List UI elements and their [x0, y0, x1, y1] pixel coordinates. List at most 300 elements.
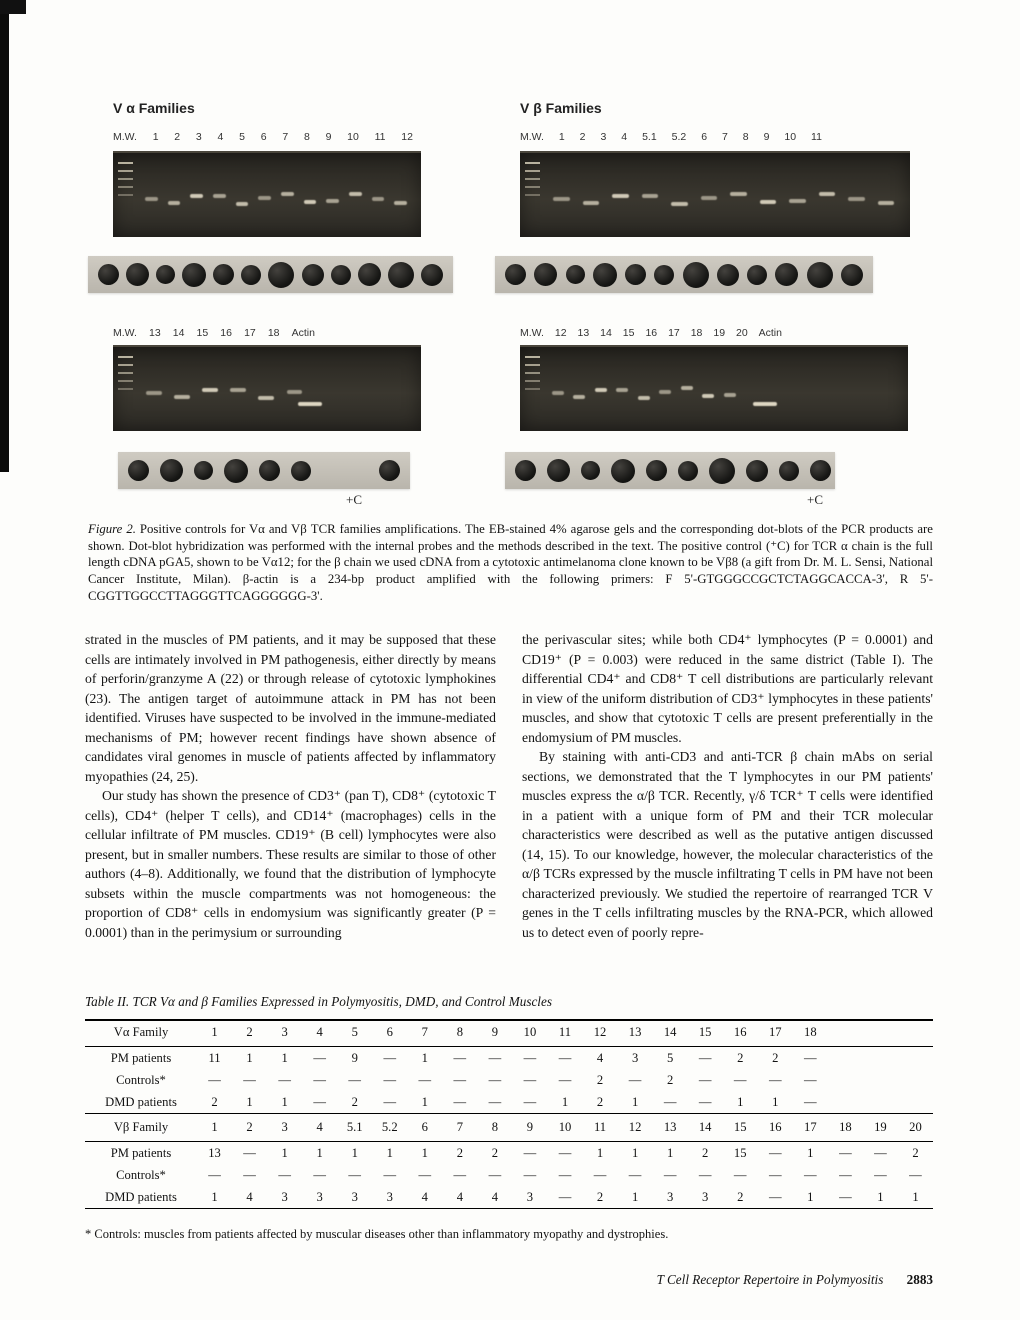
dot-blot	[224, 459, 248, 483]
actin-band	[298, 402, 322, 406]
row-label: Controls*	[116, 1168, 166, 1182]
table-row	[85, 1142, 933, 1165]
lane-label: 3	[600, 131, 607, 143]
row-label: PM patients	[110, 1146, 172, 1160]
running-title: T Cell Receptor Repertoire in Polymyositis	[656, 1272, 884, 1287]
paragraph: Our study has shown the presence of CD3⁺ (pan T), CD8⁺ (cytotoxic T cells), CD4⁺ (helper T cells), and CD14⁺ (macrophages) cells in the cellular infiltrate of PM muscles. CD19⁺ (B cell) lymphocytes were also present, but in smaller numbers. These results are similar to those of other authors (4–8). Additionally, we found that the distribution of lymphocyte subsets within the muscle compartments was not homogeneous: the proportion of CD8⁺ cells in endomysium was significantly greater (P = 0.0001) than in the perimysium or surrounding	[85, 788, 496, 940]
positive-control-label-valpha: +C	[346, 492, 363, 507]
row-label: DMD patients	[105, 1095, 177, 1109]
lane-label: 8	[742, 131, 749, 143]
dot-blot	[241, 265, 261, 285]
paragraph: strated in the muscles of PM patients, and it may be supposed that these cells are intimately involved in PM pathogenesis, either directly by means of perforin/granzyme A (22) or through release of cytotoxic lymphokines (23). The antigen target of autoimmune attack in PM has not been identified. Viruses have suspected to be involved in the immune-mediated mechanisms of PM; however recent findings have shown absence of candidates viral genomes in muscle of patients affected by inflammatory myopathies (24, 25).	[85, 632, 496, 784]
lane-label: 17	[244, 327, 256, 339]
lane-label: 10	[784, 131, 797, 143]
column-header: 9	[512, 1114, 547, 1142]
dot-blot	[160, 459, 183, 482]
dot-blot	[156, 265, 175, 284]
table-cell: 2	[702, 1146, 709, 1160]
table-cell: —	[523, 1168, 537, 1182]
column-header: 6	[372, 1020, 407, 1047]
table-cell: —	[488, 1051, 502, 1065]
gel-band	[730, 192, 746, 196]
lane-label: 7	[721, 131, 728, 143]
lane-label: M.W.	[113, 131, 137, 143]
table-cell: 1	[281, 1146, 288, 1160]
table-cell: —	[278, 1073, 291, 1087]
table-cell: 1	[631, 1146, 639, 1160]
table-cell: 3	[351, 1190, 358, 1204]
lane-label: 2	[579, 131, 586, 143]
table-cell: 3	[631, 1051, 639, 1065]
lane-label: 5.2	[671, 131, 687, 143]
body-text	[85, 630, 933, 942]
scan-artifact-corner	[0, 0, 26, 14]
table-row	[85, 1164, 933, 1186]
table-row	[85, 1186, 933, 1209]
mw-ladder-band	[525, 380, 540, 382]
agarose-gel-valpha-row1	[113, 151, 421, 237]
dot-blot	[747, 265, 767, 285]
dot-blot	[259, 460, 280, 481]
table-cell: 1	[351, 1146, 358, 1160]
table-cell: —	[488, 1168, 502, 1182]
dot-blot	[646, 460, 667, 481]
table-cell: 2	[666, 1073, 674, 1087]
dot-blot	[547, 459, 570, 482]
table-cell: —	[698, 1073, 712, 1087]
mw-ladder-band	[118, 364, 133, 366]
table-cell: 2	[211, 1095, 218, 1109]
gel-band	[236, 202, 248, 206]
gel-band	[681, 386, 693, 390]
table-cell: 1	[386, 1146, 393, 1160]
table-row	[85, 1047, 933, 1070]
lane-label: 9	[763, 131, 770, 143]
gel-band	[372, 197, 384, 201]
table-cell: 2	[596, 1190, 604, 1204]
dot-blot	[358, 263, 381, 286]
table-cell: 1	[666, 1146, 674, 1160]
gel-band	[819, 192, 835, 196]
table-cell: 2	[737, 1190, 744, 1204]
row-label: Controls*	[116, 1073, 166, 1087]
table-cell: 13	[208, 1146, 221, 1160]
lane-label: M.W.	[520, 131, 544, 143]
table-cell: 1	[631, 1095, 639, 1109]
lane-label: 12	[401, 131, 413, 143]
table-cell: —	[558, 1073, 572, 1087]
column-header: 11	[583, 1114, 618, 1142]
dot-blot	[421, 264, 443, 286]
gel-band	[616, 388, 628, 392]
dot-blot	[746, 460, 768, 482]
table-cell: —	[874, 1168, 887, 1182]
table-cell: —	[663, 1168, 677, 1182]
lane-label: 7	[282, 131, 289, 143]
column-header: 16	[758, 1114, 793, 1142]
table-cell: —	[278, 1168, 291, 1182]
gel-band	[760, 200, 776, 204]
table-cell: —	[348, 1073, 361, 1087]
column-header: 14	[688, 1114, 723, 1142]
table-cell: 1	[912, 1190, 919, 1204]
table-title: Table II. TCR Vα and β Families Expressed in Polymyositis, DMD, and Control Muscles	[85, 994, 552, 1009]
gel-band	[878, 201, 894, 205]
table-cell: —	[628, 1168, 642, 1182]
table-cell: —	[698, 1095, 712, 1109]
panel-title-valpha: V α Families	[113, 100, 195, 116]
dot-blot	[331, 265, 351, 285]
dot-blot	[683, 262, 709, 288]
gel-band	[190, 194, 202, 198]
table-header-row	[85, 1114, 933, 1142]
lane-label: 15	[196, 327, 209, 339]
lane-label: M.W.	[520, 327, 544, 339]
column-header: 9	[477, 1020, 512, 1047]
column-header: 19	[863, 1114, 898, 1142]
lane-label: 17	[668, 327, 680, 339]
gel-band	[287, 390, 302, 394]
scan-artifact-edge	[0, 0, 9, 472]
column-header: 15	[688, 1020, 723, 1047]
table-cell: —	[628, 1073, 642, 1087]
dot-blot	[775, 263, 798, 286]
lane-label: 9	[325, 131, 332, 143]
gel-band	[638, 396, 650, 400]
mw-ladder-band	[118, 388, 133, 390]
gel-band	[659, 390, 671, 394]
column-header: 5	[337, 1020, 372, 1047]
gel-band	[326, 199, 338, 203]
column-header: 5.1	[337, 1114, 372, 1142]
column-header: 17	[758, 1020, 793, 1047]
body-column-left	[85, 630, 496, 942]
gel-band	[671, 202, 687, 206]
dot-blot	[128, 460, 149, 481]
mw-ladder-band	[118, 380, 133, 382]
table-cell: 3	[386, 1190, 393, 1204]
table-cell: —	[208, 1168, 221, 1182]
gel-band	[281, 192, 293, 196]
table-cell: —	[488, 1073, 502, 1087]
table-cell: 1	[246, 1051, 253, 1065]
lane-label: 18	[267, 327, 280, 339]
table-cell: —	[453, 1095, 467, 1109]
table-header-row	[85, 1020, 933, 1047]
gel-band	[394, 201, 406, 205]
table-cell: —	[418, 1073, 432, 1087]
table-cell: 2	[912, 1146, 919, 1160]
table-cell: 1	[421, 1146, 428, 1160]
dot-blot	[515, 460, 536, 481]
mw-ladder-band	[118, 356, 133, 358]
table-cell: 1	[421, 1095, 428, 1109]
dot-blot	[213, 264, 234, 285]
mw-ladder-band	[525, 388, 540, 390]
table-row	[85, 1069, 933, 1091]
column-header: 3	[267, 1020, 302, 1047]
mw-ladder-band	[525, 178, 540, 180]
table-cell: 15	[733, 1146, 747, 1160]
dot-blot	[126, 263, 149, 286]
column-header: 20	[898, 1114, 933, 1142]
table-cell: —	[383, 1168, 397, 1182]
dot-blot	[566, 265, 585, 284]
lane-label: 6	[701, 131, 708, 143]
mw-ladder-band	[118, 372, 133, 374]
mw-ladder-band	[525, 356, 540, 358]
column-header: 4	[302, 1114, 337, 1142]
column-header: 2	[232, 1114, 267, 1142]
gel-band	[583, 201, 599, 205]
table-cell: 2	[456, 1146, 463, 1160]
gel-band	[213, 194, 225, 198]
dot-blot	[505, 264, 526, 285]
table-footnote: * Controls: muscles from patients affected by muscular diseases other than inflammatory myopathy and dystrophies.	[85, 1227, 669, 1241]
table-cell: —	[453, 1051, 467, 1065]
table-cell: —	[313, 1073, 326, 1087]
table-cell: —	[523, 1095, 537, 1109]
table-cell: 2	[596, 1073, 604, 1087]
figure-caption	[88, 521, 933, 605]
table-cell: —	[523, 1073, 537, 1087]
column-header: 13	[653, 1114, 688, 1142]
dot-blot	[654, 265, 674, 285]
page-number: 2883	[906, 1272, 933, 1287]
dot-blot	[611, 459, 635, 483]
positive-control-dot	[379, 460, 400, 481]
lane-labels-valpha-row1	[113, 131, 413, 143]
gel-band	[202, 388, 217, 392]
dot-blot	[709, 458, 735, 484]
figure-caption-text: Positive controls for Vα and Vβ TCR families amplifications. The EB-stained 4% agarose gels and the corresponding dot-blots of the PCR products are shown. Dot-blot hybridization was performed with the internal probes and the methods described in the text. The positive control (⁺C) for TCR α chain is the full length cDNA pGA5, shown to be Vα12; for the β chain we used cDNA from a cytotoxic antimelanoma clone known to be Vβ8 (a gift from Dr. M. L. Sensi, National Cancer Institute, Milan). β-actin is a 234-bp product amplified with the following primers: F 5'-GTGGGCCGCTCTAGGCACCA-3', R 5'-CGGTTGGCCTTAGGGTTCAGGGGGG-3'.	[88, 521, 933, 603]
table-cell: —	[804, 1051, 817, 1065]
mw-ladder-band	[118, 170, 133, 172]
table-cell: —	[488, 1095, 502, 1109]
table-cell: 1	[772, 1095, 779, 1109]
table-cell: —	[698, 1051, 712, 1065]
lane-label: 13	[577, 327, 590, 339]
column-header: 8	[477, 1114, 512, 1142]
lane-label: 11	[811, 131, 822, 143]
mw-ladder-band	[525, 186, 540, 188]
table-cell: —	[768, 1190, 782, 1204]
table-cell: —	[839, 1168, 852, 1182]
table-cell: 1	[316, 1146, 323, 1160]
dot-blot	[268, 262, 294, 288]
table-cell: 1	[596, 1146, 604, 1160]
table-cell: —	[909, 1168, 922, 1182]
gel-band	[146, 391, 161, 395]
positive-control-label-vbeta: +C	[807, 492, 824, 507]
table-cell: 11	[208, 1051, 221, 1065]
lane-label: 16	[645, 327, 658, 339]
column-header: 3	[267, 1114, 302, 1142]
row-label: PM patients	[110, 1051, 172, 1065]
dot-blot-strip-valpha-row2	[118, 452, 410, 489]
table-cell: —	[243, 1168, 256, 1182]
column-header: 18	[828, 1114, 863, 1142]
lane-label: 12	[554, 327, 567, 339]
table-cell: 1	[737, 1095, 744, 1109]
table-cell: 3	[526, 1190, 534, 1204]
lane-labels-valpha-row2	[113, 327, 315, 339]
mw-ladder-band	[118, 186, 133, 188]
table-cell: 3	[316, 1190, 323, 1204]
table-cell: —	[733, 1073, 747, 1087]
table-cell: —	[453, 1168, 467, 1182]
table-cell: 1	[421, 1051, 428, 1065]
column-header: 1	[197, 1020, 232, 1047]
mw-ladder-band	[118, 162, 133, 164]
lane-label: 6	[260, 131, 267, 143]
table-cell: —	[313, 1051, 326, 1065]
table-cell: —	[558, 1168, 572, 1182]
positive-control-dot	[810, 460, 831, 481]
table-cell: —	[208, 1073, 221, 1087]
column-header: 7	[442, 1114, 477, 1142]
column-header: 4	[302, 1020, 337, 1047]
gel-band	[553, 197, 569, 201]
table-row	[85, 1091, 933, 1114]
dot-blot	[534, 263, 557, 286]
table-cell: —	[313, 1095, 326, 1109]
table-cell: 3	[702, 1190, 709, 1204]
table-cell: 1	[281, 1095, 288, 1109]
table-2-area	[85, 994, 933, 1242]
gel-band	[612, 194, 628, 198]
column-header: 12	[618, 1114, 653, 1142]
table-cell: 4	[491, 1190, 499, 1204]
table-cell: —	[523, 1146, 537, 1160]
column-header: 15	[723, 1114, 758, 1142]
gel-band	[702, 394, 714, 398]
lane-label: 1	[152, 131, 159, 143]
column-header: 17	[793, 1114, 828, 1142]
column-header: Vα Family	[85, 1020, 197, 1047]
table-cell: —	[698, 1168, 712, 1182]
table-cell: —	[243, 1073, 256, 1087]
lane-label: 16	[220, 327, 232, 339]
gel-band	[552, 391, 564, 395]
lane-label: 2	[174, 131, 181, 143]
panel-title-vbeta: V β Families	[520, 100, 602, 116]
table-cell: —	[874, 1146, 887, 1160]
dot-blot	[717, 264, 739, 286]
table-cell: 2	[737, 1051, 744, 1065]
dot-blot	[625, 264, 646, 285]
dot-blot	[841, 264, 863, 286]
dot-blot	[388, 262, 414, 288]
column-header: 18	[793, 1020, 828, 1047]
mw-ladder-band	[525, 170, 540, 172]
lane-label: 15	[622, 327, 635, 339]
gel-band	[304, 200, 316, 204]
lane-label: 3	[195, 131, 202, 143]
lane-label: 14	[172, 327, 185, 339]
lane-label: 5	[239, 131, 245, 143]
table-cell: 9	[351, 1051, 358, 1065]
tcr-family-table	[85, 1019, 933, 1209]
table-cell: 1	[877, 1190, 884, 1204]
column-header: 11	[547, 1020, 582, 1047]
figure-panel-valpha	[88, 100, 453, 507]
lane-label: 18	[690, 327, 703, 339]
table-cell: 4	[596, 1051, 604, 1065]
table-cell: —	[243, 1146, 256, 1160]
mw-ladder-band	[118, 178, 133, 180]
gel-band	[230, 388, 245, 392]
gel-band	[145, 197, 157, 201]
lane-label: 19	[713, 327, 726, 339]
lane-label: 4	[621, 131, 628, 143]
gel-band	[789, 199, 805, 203]
lane-label: 1	[558, 131, 565, 143]
lane-label: 8	[303, 131, 310, 143]
lane-label: 4	[217, 131, 224, 143]
dot-blot	[581, 461, 600, 480]
table-cell: 3	[666, 1190, 674, 1204]
dot-blot	[593, 263, 617, 287]
column-header: 10	[512, 1020, 547, 1047]
gel-band	[258, 396, 273, 400]
dot-blot-strip-valpha-row1	[88, 256, 453, 293]
lane-labels-vbeta-row1	[520, 131, 822, 143]
gel-band	[573, 395, 585, 399]
column-header: 10	[547, 1114, 582, 1142]
column-header: 12	[583, 1020, 618, 1047]
table-cell: 1	[561, 1095, 569, 1109]
column-header: 6	[407, 1114, 442, 1142]
dot-blot	[807, 262, 833, 288]
column-header: 2	[232, 1020, 267, 1047]
lane-label: Actin	[291, 327, 315, 339]
mw-ladder-band	[525, 372, 540, 374]
mw-ladder-band	[525, 194, 540, 196]
table-cell: —	[383, 1095, 397, 1109]
paragraph: By staining with anti-CD3 and anti-TCR β chain mAbs on serial sections, we demonstrated that the T lymphocytes in our PM patients' muscles express the α/β TCR. Recently, γ/δ TCR⁺ T cells were identified in a patient with a unique form of PM and their TCR molecular characteristics were described as well as the putative antigen discussed (14, 15). To our knowledge, however, the molecular characteristics of the α/β TCRs expressed by the muscle infiltrating T cells in PM have not been characterized previously. We studied the repertoire of rearranged TCR V genes in the T cells infiltrating muscles by the RNA-PCR, which allowed us to detect even of poorly repre-	[522, 749, 933, 940]
table-cell: 1	[807, 1190, 814, 1204]
table-cell: —	[558, 1146, 572, 1160]
table-cell: —	[768, 1168, 782, 1182]
table-cell: 1	[211, 1190, 218, 1204]
lane-label: 10	[347, 131, 359, 143]
lane-label: 13	[149, 327, 161, 339]
body-column-right	[522, 630, 933, 942]
lane-label: 11	[374, 131, 386, 143]
agarose-gel-valpha-row2	[113, 345, 421, 431]
table-cell: —	[804, 1095, 817, 1109]
table-cell: —	[453, 1073, 467, 1087]
paragraph: the perivascular sites; while both CD4⁺ lymphocytes (P = 0.0001) and CD19⁺ (P = 0.003) were reduced in the same district (Table I). The differential CD4⁺ and CD8⁺ T cell distributions are particularly relevant in view of the uniform distribution of CD3⁺ lymphocytes in these patients' muscles, and show that cytotoxic T cells are present preferentially in the endomysium of PM muscles.	[522, 632, 933, 745]
gel-band	[258, 196, 270, 200]
table-cell: 4	[421, 1190, 428, 1204]
lane-label: 14	[600, 327, 612, 339]
column-header: 14	[653, 1020, 688, 1047]
table-cell: 1	[281, 1051, 288, 1065]
table-cell: —	[663, 1095, 677, 1109]
table-cell: —	[313, 1168, 326, 1182]
column-header: 7	[407, 1020, 442, 1047]
table-cell: —	[348, 1168, 361, 1182]
figure-caption-label: Figure 2.	[88, 521, 136, 536]
gel-band	[168, 201, 180, 205]
gel-band	[848, 197, 864, 201]
lane-labels-vbeta-row2	[520, 327, 782, 339]
lane-label: 5.1	[642, 131, 657, 143]
gel-band	[595, 388, 607, 392]
page-footer	[85, 1272, 933, 1288]
